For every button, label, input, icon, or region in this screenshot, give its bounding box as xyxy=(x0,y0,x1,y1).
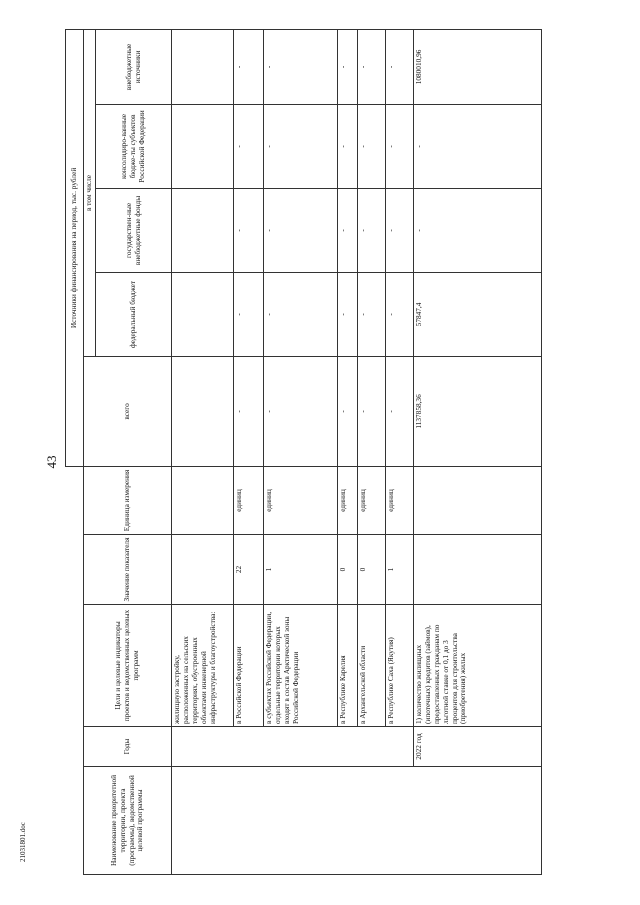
cell-goal: 1) количество жилищных (ипотечных) кредитов (займов), предоставленных гражданам по льготной ставке от 0,1 до 3 процентов для строительства (приобретения) жилых xyxy=(414,605,542,727)
cell-total: - xyxy=(234,356,264,466)
rotated-table-frame xyxy=(65,30,608,875)
cell-consolidated: - xyxy=(338,104,358,188)
header-including: в том числе xyxy=(84,29,96,356)
cell-extra xyxy=(172,29,234,104)
cell-year: 2022 год xyxy=(414,727,542,767)
table-row xyxy=(414,29,542,874)
cell-name xyxy=(172,767,542,875)
cell-consolidated: - xyxy=(234,104,264,188)
header-goals: Цели и целевые индикаторы проектов и ведомственных целевых программ xyxy=(84,605,172,727)
cell-goal: в Республике Саха (Якутия) xyxy=(386,605,414,727)
header-year: Годы xyxy=(84,727,172,767)
cell-unit xyxy=(172,466,234,534)
cell-value xyxy=(414,535,542,605)
cell-goal: в Архангельской области xyxy=(358,605,386,727)
cell-funds: - xyxy=(414,188,542,272)
document-id: 21031801.doc xyxy=(19,822,27,862)
cell-extra: - xyxy=(338,29,358,104)
financing-table xyxy=(65,29,542,875)
header-name: Наименование приоритетной территории, проекта (программы), ведомственной целевой программы xyxy=(84,767,172,875)
cell-value: 1 xyxy=(264,535,338,605)
cell-funds: - xyxy=(386,188,414,272)
cell-unit: единиц xyxy=(234,466,264,534)
cell-extra: - xyxy=(386,29,414,104)
page-number: 43 xyxy=(44,455,59,469)
cell-total xyxy=(172,356,234,466)
cell-value: 1 xyxy=(386,535,414,605)
cell-funds xyxy=(172,188,234,272)
cell-federal: - xyxy=(264,272,338,356)
cell-unit: единиц xyxy=(386,466,414,534)
cell-federal: - xyxy=(358,272,386,356)
header-federal: федеральный бюджет xyxy=(96,272,172,356)
cell-funds: - xyxy=(234,188,264,272)
cell-extra: 1080010,96 xyxy=(414,29,542,104)
cell-goal: в Российской Федерации xyxy=(234,605,264,727)
cell-funds: - xyxy=(358,188,386,272)
cell-federal: 57847,4 xyxy=(414,272,542,356)
cell-federal xyxy=(172,272,234,356)
cell-unit: единиц xyxy=(264,466,338,534)
rotated-table-sheet xyxy=(65,30,608,875)
cell-unit: единиц xyxy=(358,466,386,534)
cell-extra: - xyxy=(358,29,386,104)
cell-funds: - xyxy=(264,188,338,272)
cell-extra: - xyxy=(234,29,264,104)
cell-consolidated: - xyxy=(386,104,414,188)
header-unit: Единица измерения xyxy=(84,466,172,534)
cell-value: 22 xyxy=(234,535,264,605)
header-sources-title: Источники финансирования на период, тыс. рублей xyxy=(66,29,84,466)
cell-goal: жилищную застройку, расположенных на сельских территориях, обустроенных объектами инженерной инфраструктуры и благоустройства: xyxy=(172,605,234,727)
cell-goal: в Республике Карелия xyxy=(338,605,358,727)
header-extra: внебюджетные источники xyxy=(96,29,172,104)
cell-federal: - xyxy=(338,272,358,356)
cell-unit xyxy=(414,466,542,534)
cell-consolidated: - xyxy=(264,104,338,188)
cell-value xyxy=(172,535,234,605)
header-total: всего xyxy=(84,356,172,466)
cell-value: 0 xyxy=(358,535,386,605)
table-row xyxy=(172,29,234,874)
cell-federal: - xyxy=(234,272,264,356)
cell-unit: единиц xyxy=(338,466,358,534)
cell-consolidated: - xyxy=(414,104,542,188)
header-value: Значение показателя xyxy=(84,535,172,605)
cell-consolidated: - xyxy=(358,104,386,188)
cell-funds: - xyxy=(338,188,358,272)
cell-goal: в субъектах Российской Федерации, отдельные территории которых входят в состав Арктической зоны Российской Федерации xyxy=(264,605,338,727)
cell-consolidated xyxy=(172,104,234,188)
header-consolidated: консолидиро-ванные бюдже-ты субъектов Российской Федерации xyxy=(96,104,172,188)
cell-value: 0 xyxy=(338,535,358,605)
cell-total: 1137858,36 xyxy=(414,356,542,466)
cell-total: - xyxy=(338,356,358,466)
cell-total: - xyxy=(358,356,386,466)
cell-federal: - xyxy=(386,272,414,356)
cell-extra: - xyxy=(264,29,338,104)
header-state-funds: государствен-ные внебюджетные фонды xyxy=(96,188,172,272)
cell-total: - xyxy=(264,356,338,466)
cell-total: - xyxy=(386,356,414,466)
cell-year xyxy=(172,727,414,767)
header-spacer xyxy=(66,466,84,874)
